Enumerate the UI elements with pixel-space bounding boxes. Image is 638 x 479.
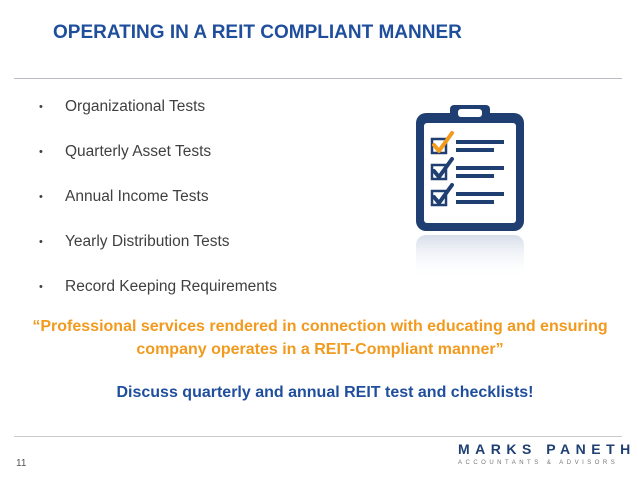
bullet-marker: •	[39, 101, 43, 113]
page-number: 11	[16, 458, 27, 469]
bullet-text: Organizational Tests	[65, 98, 206, 115]
clipboard-checklist-icon	[414, 103, 528, 281]
bullet-marker: •	[39, 146, 43, 158]
bullet-item	[39, 187, 277, 207]
bullet-item	[39, 142, 277, 162]
bullet-marker: •	[39, 236, 43, 248]
bullet-text: Annual Income Tests	[65, 188, 209, 205]
quote-text: “Professional services rendered in connection with educating and ensuring company operates in a REIT-Compliant manner”	[32, 318, 608, 358]
company-logo	[458, 441, 636, 475]
title-divider	[14, 78, 622, 79]
slide-title: OPERATING IN A REIT COMPLIANT MANNER	[53, 22, 462, 43]
bullet-text: Record Keeping Requirements	[65, 278, 277, 295]
logo-wordmark: MARKS PANETH	[458, 441, 636, 457]
bullet-item	[39, 277, 277, 297]
bullet-text: Yearly Distribution Tests	[65, 233, 230, 250]
footer-divider	[14, 436, 622, 437]
bullet-list	[39, 97, 277, 297]
bullet-item	[39, 232, 277, 252]
bullet-marker: •	[39, 191, 43, 203]
bullet-item	[39, 97, 277, 117]
discussion-callout: Discuss quarterly and annual REIT test and checklists!	[116, 384, 534, 401]
logo-tagline: ACCOUNTANTS & ADVISORS	[458, 460, 619, 466]
bullet-marker: •	[39, 281, 43, 293]
bullet-text: Quarterly Asset Tests	[65, 143, 212, 160]
